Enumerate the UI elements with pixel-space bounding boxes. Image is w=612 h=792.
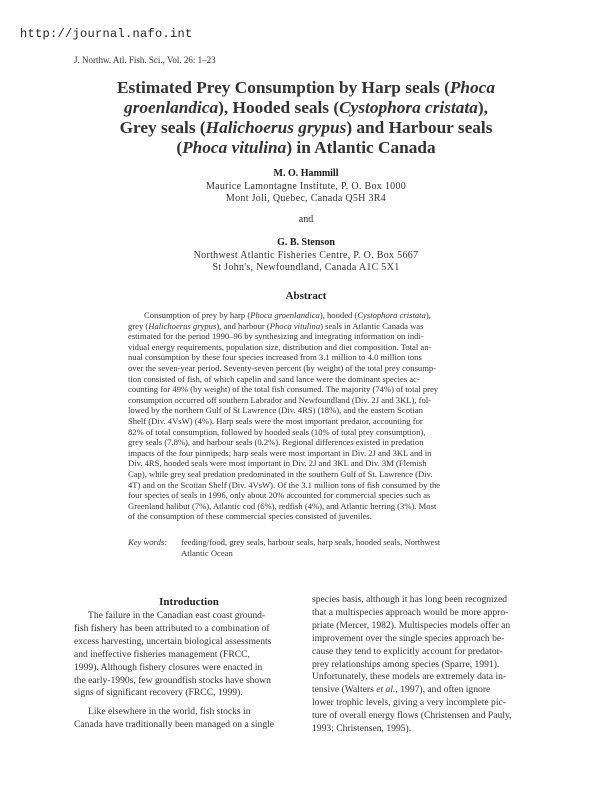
body-line: Unfortunately, these models are extremely data in- bbox=[312, 671, 507, 683]
body-line: excess harvesting, uncertain biological assessments bbox=[74, 635, 272, 647]
keywords-line: Atlantic Ocean bbox=[181, 548, 233, 558]
author-name: G. B. Stenson bbox=[277, 237, 335, 248]
abstract-heading: Abstract bbox=[285, 290, 327, 302]
author-separator: and bbox=[298, 214, 314, 225]
title-line: Grey seals (Halichoerus grypus) and Harbour seals bbox=[119, 118, 493, 137]
abstract-line: impacts of the four pinnipeds; harp seals were most important in Div. 2J and 3KL and in bbox=[128, 447, 432, 458]
body-line: 1993; Christensen, 1995). bbox=[312, 723, 412, 735]
affiliation-line: St John's, Newfoundland, Canada A1C 5X1 bbox=[212, 262, 400, 273]
body-column-left bbox=[74, 610, 304, 732]
abstract-line: 4T) and on the Scotian Shelf (Div. 4VsW). Of the 3.1 million tons of fish consumed by the bbox=[128, 479, 441, 490]
title-line: groenlandica), Hooded seals (Cystophora cristata), bbox=[124, 98, 488, 117]
abstract-line: grey (Halichoerus grypus), and harbour (Phoca vitulina) seals in Atlantic Canada was bbox=[128, 320, 424, 331]
affiliation-line: Maurice Lamontagne Institute, P. O. Box 1000 bbox=[205, 181, 407, 192]
abstract-line: tion consisted of fish, of which capelin and sand lance were the dominant species ac- bbox=[128, 373, 420, 384]
abstract-line: of the consumption of these commercial species consisted of juveniles. bbox=[128, 511, 372, 522]
journal-url[interactable]: http://journal.nafo.int bbox=[20, 27, 193, 41]
body-line: prey relationships among species (Sparre, 1991). bbox=[312, 658, 500, 670]
title-line: Estimated Prey Consumption by Harp seals (Phoca bbox=[117, 78, 495, 97]
body-line: 1999). Although fishery closures were enacted in bbox=[74, 661, 263, 673]
keywords-label: Key words: bbox=[128, 537, 168, 547]
keywords-list bbox=[181, 537, 491, 559]
paragraph bbox=[74, 610, 304, 700]
paragraph bbox=[74, 706, 304, 732]
title-line: (Phoca vitulina) in Atlantic Canada bbox=[176, 138, 436, 157]
body-line: signs of significant recovery (FRCC, 1999). bbox=[74, 687, 243, 699]
abstract-line: four species of seals in 1996, only about 20% accounted for commercial species such as bbox=[128, 490, 431, 501]
body-line: Like elsewhere in the world, fish stocks in bbox=[88, 706, 251, 718]
abstract-line: 82% of total consumption, followed by hooded seals (10% of total prey consumption), bbox=[128, 426, 426, 437]
body-line: the early-1990s, few groundfish stocks have shown bbox=[74, 674, 271, 686]
body-line: lower trophic levels, giving a very incomplete pic- bbox=[312, 697, 506, 709]
author-affiliation bbox=[100, 181, 512, 205]
abstract-line: Shelf (Div. 4VsW) (4%). Harp seals were the most important predator, accounting for bbox=[128, 415, 423, 426]
abstract-line: vidual energy requirements, population size, distribution and diet composition. Total an- bbox=[128, 341, 432, 352]
abstract-line: consumption occurred off southern Labrador and Newfoundland (Div. 2J and 3KL), fol- bbox=[128, 394, 432, 405]
body-line: that a multispecies approach would be more appro- bbox=[312, 606, 509, 618]
author-affiliation bbox=[100, 250, 512, 274]
abstract-line: Consumption of prey by harp (Phoca groenlandica), hooded (Cystophora cristata), bbox=[144, 310, 431, 320]
abstract-line: Div. 4RS, hooded seals were most important in Div. 2J and 3KL and Div. 3M (Flemish bbox=[128, 458, 427, 469]
abstract-line: lowed by the northern Gulf of St Lawrence (Div. 4RS) (18%), and the eastern Scotian bbox=[128, 405, 423, 416]
abstract-line: over the seven-year period. Seventy-seven percent (by weight) of the total prey consump- bbox=[128, 362, 437, 373]
abstract-line: Cap), while grey seal predation predominated in the southern Gulf of St. Lawrence (Div. bbox=[128, 468, 433, 479]
body-line: Canada have traditionally been managed on a single bbox=[74, 719, 275, 731]
body-column-right bbox=[312, 594, 544, 736]
body-line: tensive (Walters et al., 1997), and often ignore bbox=[312, 684, 491, 696]
abstract-line: Greenland halibut (7%), Atlantic cod (6%), redfish (4%), and Atlantic herring (3%). Most bbox=[128, 500, 437, 511]
body-line: improvement over the single species approach be- bbox=[312, 632, 505, 644]
abstract-line: grey seals (7.8%), and harbour seals (0.2%). Regional differences existed in predation bbox=[128, 437, 424, 448]
abstract-line: estimated for the period 1990–96 by synthesizing and integrating information on indi- bbox=[128, 331, 424, 342]
keywords-line: feeding/food, grey seals, harbour seals, harp seals, hooded seals, Northwest bbox=[181, 537, 441, 547]
author-name: M. O. Hammill bbox=[273, 168, 339, 179]
body-line: fish fishery has been attributed to a combination of bbox=[74, 622, 270, 634]
body-line: priate (Mercer, 1982). Multispecies models offer an bbox=[312, 619, 511, 631]
abstract-line: counting for 49% (by weight) of the total fish consumed. The majority (74%) of total prey bbox=[128, 384, 439, 395]
body-line: The failure in the Canadian east coast ground- bbox=[88, 610, 266, 621]
introduction-heading: Introduction bbox=[159, 596, 219, 608]
body-line: cause they tend to explicitly account for predator- bbox=[312, 645, 503, 657]
paper-title bbox=[70, 78, 542, 158]
abstract-line: nual consumption by these four species increased from 3.1 million to 4.0 million tons bbox=[128, 352, 422, 363]
body-line: ture of overall energy flows (Christensen and Pauly, bbox=[312, 710, 512, 722]
body-line: and ineffective fisheries management (FRCC, bbox=[74, 648, 250, 660]
journal-reference: J. Northw. Atl. Fish. Sci., Vol. 26: 1–23 bbox=[74, 55, 216, 65]
abstract-body bbox=[128, 310, 484, 522]
affiliation-line: Northwest Atlantic Fisheries Centre, P. O. Box 5667 bbox=[193, 250, 419, 261]
affiliation-line: Mont Joli, Quebec, Canada Q5H 3R4 bbox=[225, 193, 387, 204]
body-line: species basis, although it has long been recognized bbox=[312, 594, 508, 605]
